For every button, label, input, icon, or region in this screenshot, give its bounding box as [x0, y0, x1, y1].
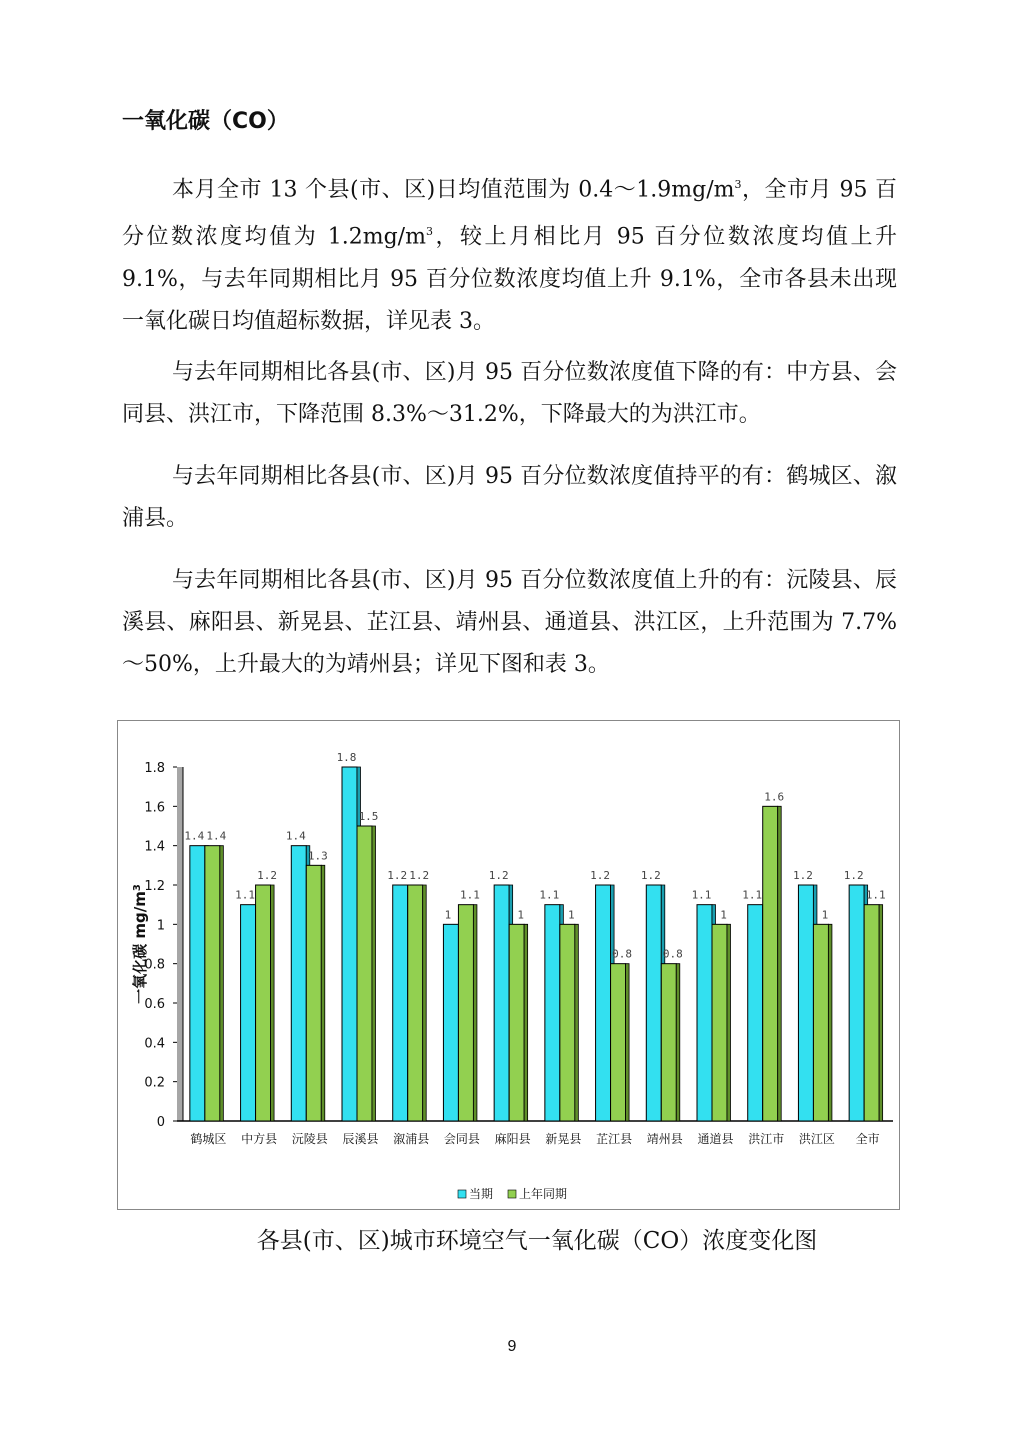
section-heading: 一氧化碳（CO）: [122, 109, 289, 134]
y-tick-label: 1: [156, 918, 165, 934]
bar-current: [443, 924, 458, 1121]
category-label: 通道县: [697, 1132, 734, 1146]
bar-last-year: [458, 905, 473, 1121]
bar-side: [879, 905, 883, 1121]
y-tick-label: 0: [156, 1115, 165, 1130]
category-label: 洪江市: [748, 1132, 785, 1146]
bar-current: [697, 905, 712, 1121]
bar-last-year: [864, 905, 879, 1121]
data-label: 1.1: [691, 888, 712, 902]
legend-swatch: [458, 1190, 466, 1198]
data-label: 0.8: [612, 947, 633, 961]
bar-side: [423, 885, 427, 1121]
chart-canvas: [118, 721, 899, 1209]
bar-side: [372, 826, 376, 1121]
bar-current: [241, 905, 256, 1121]
bar-last-year: [661, 964, 676, 1121]
bar-side: [676, 964, 680, 1121]
bar-last-year: [205, 846, 220, 1121]
bar-side: [575, 924, 579, 1121]
data-label: 1.4: [184, 829, 205, 843]
bar-current: [748, 905, 763, 1121]
legend-swatch: [508, 1190, 516, 1198]
y-tick-label: 1.4: [144, 839, 165, 855]
chart-caption: 各县(市、区)城市环境空气一氧化碳（CO）浓度变化图: [256, 1228, 818, 1254]
bar-current: [342, 767, 357, 1121]
data-label: 1.1: [459, 888, 480, 902]
data-label: 1: [720, 908, 727, 922]
data-label: 1: [568, 908, 575, 922]
y-axis-wall: [177, 767, 183, 1121]
y-tick-label: 1.2: [144, 879, 165, 894]
bar-side: [727, 924, 731, 1121]
bar-last-year: [408, 885, 423, 1121]
paragraph-increase: 与去年同期相比各县(市、区)月 95 百分位数浓度值上升的有：沅陵县、辰溪县、麻阳县、新晃县、芷江县、靖州县、通道县、洪江区，上升范围为 7.7%～50%，上升最大的为靖州县；详见下图和表 3。: [122, 568, 897, 677]
data-label: 1.2: [843, 869, 864, 882]
data-label: 1.1: [865, 888, 886, 902]
category-label: 溆浦县: [393, 1132, 430, 1146]
data-label: 1.4: [285, 829, 306, 843]
data-label: 1.2: [488, 869, 509, 882]
category-label: 洪江区: [798, 1132, 835, 1146]
data-label: 1.1: [742, 888, 763, 902]
paragraph-summary: [122, 164, 897, 343]
p1-text-c: ，较上月相比月 95 百分位数浓度均值上升 9.1%，与去年同期相比月 95 百分位数浓度均值上升 9.1%，全市各县未出现一氧化碳日均值超标数据，详见表 3。: [122, 224, 898, 334]
bar-current: [849, 885, 864, 1121]
bar-current: [545, 905, 560, 1121]
category-label: 辰溪县: [342, 1132, 379, 1146]
bar-last-year: [813, 924, 828, 1121]
data-label: 1.3: [307, 849, 328, 863]
data-label: 1: [444, 908, 452, 922]
y-tick-label: 1.6: [144, 800, 165, 816]
bar-current: [494, 885, 509, 1121]
bar-last-year: [611, 964, 626, 1121]
bar-current: [798, 885, 813, 1121]
bar-current: [190, 846, 205, 1121]
bar-last-year: [509, 924, 524, 1121]
data-label: 1.8: [336, 751, 357, 764]
data-label: 1.2: [640, 869, 661, 882]
y-axis-label: 一氧化碳 $mg/m^3$: [131, 884, 149, 1004]
bar-last-year: [256, 885, 271, 1121]
data-label: 1.4: [206, 829, 227, 843]
y-tick-label: 0.6: [144, 997, 165, 1012]
bar-side: [220, 846, 224, 1121]
y-tick-label: 0.8: [144, 957, 165, 973]
category-label: 麻阳县: [494, 1132, 531, 1146]
bar-side: [271, 885, 275, 1121]
bar-side: [778, 806, 782, 1121]
category-label: 会同县: [443, 1132, 480, 1146]
category-label: 芷江县: [596, 1132, 633, 1146]
data-label: 1: [517, 908, 524, 922]
p1-text-a: 本月全市 13 个县(市、区)日均值范围为 0.4～1.9mg/m: [172, 177, 735, 203]
y-tick-label: 0.4: [144, 1036, 165, 1052]
data-label: 0.8: [662, 947, 683, 961]
data-label: 1.2: [792, 869, 813, 882]
co-bar-chart: [117, 720, 900, 1210]
bar-side: [321, 865, 325, 1121]
p1-text-b: ，全市月 95 百分位数浓度均值为 1.2mg/m: [122, 177, 897, 250]
bar-side: [626, 964, 630, 1121]
data-label: 1.5: [358, 810, 379, 823]
bar-last-year: [560, 924, 575, 1121]
data-label: 1.1: [539, 888, 560, 902]
bar-last-year: [357, 826, 372, 1121]
paragraph-decrease: 与去年同期相比各县(市、区)月 95 百分位数浓度值下降的有：中方县、会同县、洪江市，下降范围 8.3%～31.2%，下降最大的为洪江市。: [122, 360, 897, 427]
category-label: 靖州县: [646, 1132, 683, 1146]
bar-current: [646, 885, 661, 1121]
page-number: 9: [507, 1338, 517, 1355]
bar-side: [524, 924, 528, 1121]
y-tick-label: 0.2: [144, 1075, 165, 1091]
bar-current: [291, 846, 306, 1121]
legend-label: 当期: [469, 1187, 494, 1201]
bar-last-year: [763, 806, 778, 1121]
category-label: 新晃县: [545, 1132, 582, 1146]
category-label: 沅陵县: [291, 1132, 328, 1146]
superscript-3: 3: [425, 225, 433, 239]
legend-label: 上年同期: [519, 1187, 568, 1201]
data-label: 1: [821, 908, 829, 922]
bar-last-year: [306, 865, 321, 1121]
data-label: 1.2: [409, 869, 430, 882]
y-axis-label-superscript: 3: [131, 884, 143, 892]
data-label: 1.2: [590, 869, 611, 882]
data-label: 1.2: [257, 869, 278, 882]
category-label: 鹤城区: [190, 1132, 227, 1146]
superscript-3: 3: [734, 178, 742, 191]
y-tick-label: 1.8: [144, 761, 165, 776]
bar-side: [473, 905, 477, 1121]
data-label: 1.6: [764, 790, 785, 804]
paragraph-flat: 与去年同期相比各县(市、区)月 95 百分位数浓度值持平的有：鹤城区、溆浦县。: [122, 464, 897, 531]
bar-current: [393, 885, 408, 1121]
bar-current: [596, 885, 611, 1121]
category-label: 中方县: [241, 1132, 278, 1146]
bar-last-year: [712, 924, 727, 1121]
bar-side: [828, 924, 832, 1121]
category-label: 全市: [855, 1132, 880, 1146]
data-label: 1.1: [235, 888, 256, 902]
data-label: 1.2: [387, 869, 408, 882]
